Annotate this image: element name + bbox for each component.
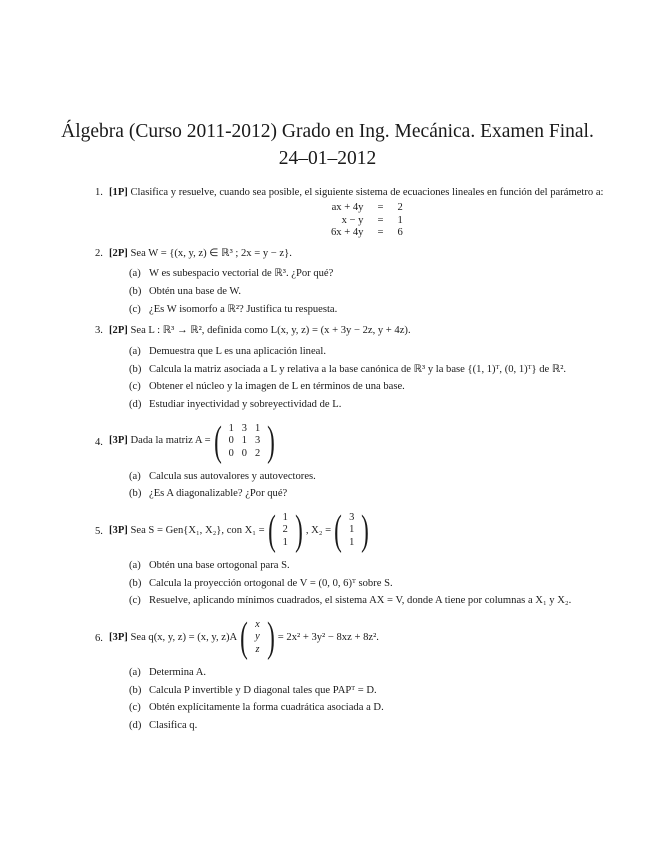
problem-points: [1P] <box>109 187 128 198</box>
vector-x1 <box>265 509 306 553</box>
matrix-grid <box>225 423 265 461</box>
subquestion-list <box>129 345 615 413</box>
problem-statement: Sea W = {(x, y, z) ∈ ℝ³ ; 2x = y − z}. <box>130 247 292 259</box>
subquestion <box>129 701 615 715</box>
subquestion <box>129 470 615 484</box>
vector-cell: 1 <box>349 536 355 548</box>
vector-cell: 1 <box>349 524 355 536</box>
equation-rhs: 1 <box>397 214 403 226</box>
problem-number: 3. <box>95 325 103 337</box>
equation-lhs: x − y <box>341 214 364 226</box>
matrix-cell: 3 <box>255 435 261 447</box>
vector-cell: y <box>255 631 260 643</box>
problem-statement: Dada la matriz A = <box>130 435 211 447</box>
subquestion-label: (d) <box>129 399 142 411</box>
left-paren: ( <box>240 614 249 661</box>
subquestion-label: (a) <box>129 666 141 678</box>
problem-6 <box>95 616 615 734</box>
subquestion-list <box>129 559 615 609</box>
subquestion <box>129 577 615 591</box>
subquestion <box>129 684 615 698</box>
subquestion-text: Obtener el núcleo y la imagen de L en términos de una base. <box>149 381 405 393</box>
equation-lhs: ax + 4y <box>331 202 364 214</box>
left-paren: ( <box>213 418 222 465</box>
matrix-a <box>211 420 279 464</box>
subquestion-label: (b) <box>129 577 142 589</box>
problem-number: 2. <box>95 247 103 259</box>
right-paren: ) <box>267 418 276 465</box>
problem-3 <box>95 324 615 412</box>
subquestion-label: (a) <box>129 559 141 571</box>
matrix-cell: 3 <box>241 422 247 434</box>
problem-statement: Clasifica y resuelve, cuando sea posible, el siguiente sistema de ecuaciones lineales en función del parámetro a: <box>130 187 604 198</box>
equation-row <box>325 202 409 215</box>
subquestion <box>129 345 615 359</box>
equation-lhs: 6x + 4y <box>331 227 364 239</box>
equation-sign: = <box>377 227 384 239</box>
subquestion-label: (b) <box>129 363 142 375</box>
equation-rhs: 2 <box>397 202 403 214</box>
subquestion <box>129 363 615 377</box>
problem-number: 6. <box>95 632 103 644</box>
matrix-cell: 1 <box>228 422 234 434</box>
vector-cell: 2 <box>282 524 288 536</box>
equation-system <box>325 202 409 240</box>
subquestion-list <box>129 267 615 317</box>
subquestion-text: Determina A. <box>149 666 207 678</box>
subquestion-text: Demuestra que L es una aplicación lineal. <box>149 345 326 357</box>
subquestion-text: Calcula sus autovalores y autovectores. <box>149 470 316 482</box>
subquestion <box>129 380 615 394</box>
problem-points: [2P] <box>109 325 128 337</box>
vector-cell: x <box>255 618 260 630</box>
subquestion-label: (a) <box>129 268 141 280</box>
vector-cell: 1 <box>282 536 288 548</box>
subquestion-text: ¿Es W isomorfo a ℝ²? Justifica tu respuesta. <box>149 303 338 315</box>
vector-grid <box>251 619 264 657</box>
subquestion-text: Calcula la matriz asociada a L y relativa a la base canónica de ℝ³ y la base {(1, 1)ᵀ, (0, 1)ᵀ} de ℝ². <box>149 363 567 375</box>
subquestion <box>129 487 615 501</box>
vector-grid <box>279 512 292 550</box>
quadratic-expression: = 2x² + 3y² − 8xz + 8z². <box>277 631 379 643</box>
left-paren: ( <box>267 507 276 554</box>
subquestion-label: (a) <box>129 470 141 482</box>
subquestion-text: Calcula la proyección ortogonal de V = (0, 0, 6)ᵀ sobre S. <box>149 577 393 589</box>
matrix-cell: 1 <box>255 422 261 434</box>
vector-grid <box>345 512 358 550</box>
problem-points: [3P] <box>109 435 128 447</box>
problem-number: 5. <box>95 525 103 537</box>
subquestion-label: (d) <box>129 720 142 732</box>
subquestion-text: Calcula P invertible y D diagonal tales que PAPᵀ = D. <box>149 684 377 696</box>
subquestion-label: (c) <box>129 303 141 315</box>
subquestion <box>129 398 615 412</box>
title-line-1: Álgebra (Curso 2011-2012) Grado en Ing. Mecánica. Examen Final. <box>61 121 594 142</box>
problem-number: 1. <box>95 187 103 198</box>
matrix-cell: 0 <box>228 435 234 447</box>
vector-cell: z <box>255 643 260 655</box>
span-statement <box>109 509 615 553</box>
subquestion-text: Obtén una base ortogonal para S. <box>149 559 290 571</box>
problem-points: [3P] <box>109 631 128 643</box>
left-paren: ( <box>334 507 342 554</box>
vector-cell: 3 <box>349 511 355 523</box>
subquestion-text: Obtén una base de W. <box>149 286 242 298</box>
subquestion-label: (c) <box>129 595 141 607</box>
equation-row <box>325 215 409 228</box>
problem-2 <box>95 247 615 317</box>
problem-statement: Sea S = Gen{X₁, X₂}, con X₁ = <box>130 524 265 536</box>
subquestion-label: (b) <box>129 286 142 298</box>
problem-number: 4. <box>95 436 103 448</box>
problem-1 <box>95 186 615 240</box>
right-paren: ) <box>294 507 303 554</box>
quadratic-statement <box>109 616 615 660</box>
subquestion-label: (b) <box>129 488 142 500</box>
subquestion-list <box>129 666 615 734</box>
subquestion-label: (b) <box>129 684 142 696</box>
subquestion <box>129 285 615 299</box>
matrix-cell: 1 <box>241 435 247 447</box>
subquestion-label: (c) <box>129 702 141 714</box>
exam-title <box>0 118 655 172</box>
subquestion-text: Estudiar inyectividad y sobreyectividad de L. <box>149 399 342 411</box>
subquestion <box>129 303 615 317</box>
problem-5 <box>95 509 615 609</box>
problem-points: [2P] <box>109 247 128 259</box>
matrix-cell: 0 <box>228 447 234 459</box>
matrix-cell: 2 <box>255 447 261 459</box>
subquestion-text: W es subespacio vectorial de ℝ³. ¿Por qué? <box>149 268 334 280</box>
subquestion-label: (c) <box>129 381 141 393</box>
vector-x2 <box>331 509 372 553</box>
problem-list <box>95 186 615 741</box>
subquestion <box>129 719 615 733</box>
right-paren: ) <box>361 507 370 554</box>
matrix-statement <box>109 420 615 464</box>
subquestion-list <box>129 470 615 502</box>
title-line-2: 24–01–2012 <box>278 148 377 169</box>
matrix-cell: 0 <box>241 447 247 459</box>
subquestion-text: Resuelve, aplicando mínimos cuadrados, el sistema AX = V, donde A tiene por columnas a X₁ y X₂. <box>149 595 572 607</box>
equation-rhs: 6 <box>397 227 403 239</box>
subquestion-label: (a) <box>129 345 141 357</box>
subquestion <box>129 267 615 281</box>
problem-statement: Sea L : ℝ³ → ℝ², definida como L(x, y, z) = (x + 3y − 2z, y + 4z). <box>130 325 411 337</box>
subquestion <box>129 666 615 680</box>
vector-separator: , X₂ = <box>305 524 332 536</box>
problem-statement: Sea q(x, y, z) = (x, y, z)A <box>130 631 238 643</box>
subquestion-text: Obtén explícitamente la forma cuadrática asociada a D. <box>149 702 384 714</box>
subquestion-text: ¿Es A diagonalizable? ¿Por qué? <box>149 488 288 500</box>
vector-cell: 1 <box>282 511 288 523</box>
subquestion <box>129 559 615 573</box>
problem-points: [3P] <box>109 524 128 536</box>
subquestion-text: Clasifica q. <box>149 720 198 732</box>
problem-4 <box>95 420 615 502</box>
column-vector-xyz <box>237 616 278 660</box>
equation-row <box>325 227 409 240</box>
right-paren: ) <box>266 614 275 661</box>
subquestion <box>129 594 615 608</box>
equation-sign: = <box>377 202 384 214</box>
equation-sign: = <box>377 214 384 226</box>
